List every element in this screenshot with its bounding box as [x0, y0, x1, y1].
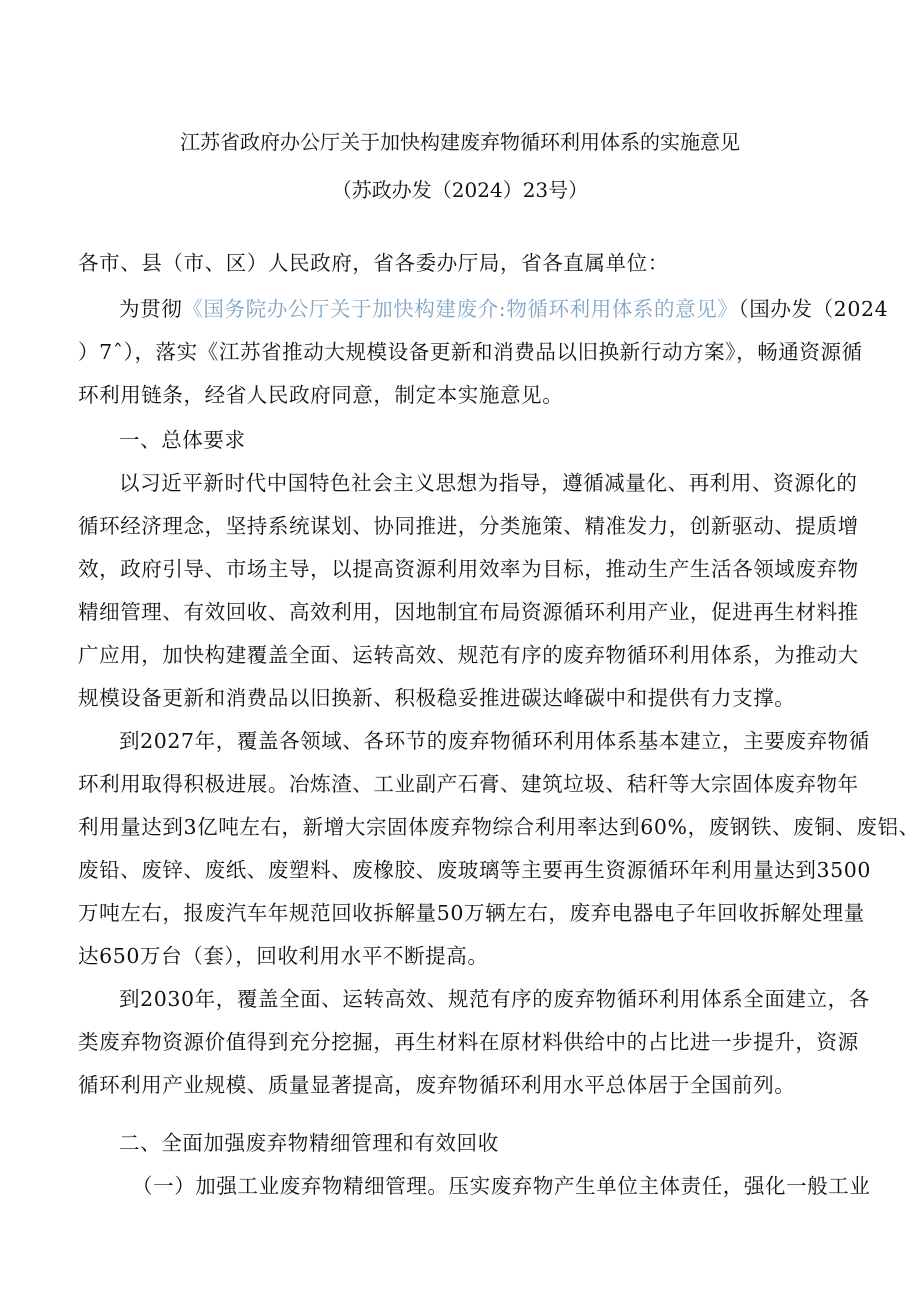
paragraph-1-line: 以习近平新时代中国特色社会主义思想为指导，遵循减量化、再利用、资源化的	[119, 471, 858, 495]
paragraph-1-line: 规模设备更新和消费品以旧换新、积极稳妥推进碳达峰碳中和提供有力支撑。	[78, 686, 796, 710]
section-heading-1: 一、总体要求	[119, 428, 246, 452]
paragraph-2-line: 利用量达到3亿吨左右，新增大宗固体废弃物综合利用率达到60%，废钢铁、废铜、废铝、	[78, 815, 920, 839]
intro-line-2: ）7ˆ），落实《江苏省推动大规模设备更新和消费品以旧换新行动方案》，畅通资源循	[78, 340, 863, 364]
paragraph-1-line: 精细管理、有效回收、高效利用，因地制宜布局资源循环利用产业，促进再生材料推	[78, 600, 859, 624]
subsection-1-line: （一）加强工业废弃物精细管理。压实废弃物产生单位主体责任，强化一般工业	[132, 1174, 871, 1198]
paragraph-1-line: 效，政府引导、市场主导，以提高资源利用效率为目标，推动生产生活各领域废弃物	[78, 557, 859, 581]
intro-line-1	[119, 292, 888, 322]
paragraph-1-line: 广应用，加快构建覆盖全面、运转高效、规范有序的废弃物循环利用体系，为推动大	[78, 643, 859, 667]
paragraph-2-line: 到2027年，覆盖各领域、各环节的废弃物循环利用体系基本建立，主要废弃物循	[119, 729, 870, 753]
document-title: 江苏省政府办公厅关于加快构建废弃物循环利用体系的实施意见	[180, 130, 740, 154]
paragraph-2-line: 环利用取得积极进展。冶炼渣、工业副产石膏、建筑垃圾、秸秆等大宗固体废弃物年	[78, 772, 859, 796]
paragraph-3-line: 类废弃物资源价值得到充分挖掘，再生材料在原材料供给中的占比进一步提升，资源	[78, 1030, 859, 1054]
salutation: 各市、县（市、区）人民政府，省各委办厅局，省各直属单位：	[78, 251, 669, 275]
paragraph-2-line: 废铅、废锌、废纸、废塑料、废橡胶、废玻璃等主要再生资源循环年利用量达到3500	[78, 858, 872, 882]
paragraph-2-line: 达650万台（套），回收利用水平不断提高。	[78, 944, 489, 968]
paragraph-3-line: 循环利用产业规模、质量显著提高，废弃物循环利用水平总体居于全国前列。	[78, 1073, 796, 1097]
paragraph-2-line: 万吨左右，报废汽车年规范回收拆解量50万辆左右，废弃电器电子年回收拆解处理量	[78, 901, 865, 925]
paragraph-3-line: 到2030年，覆盖全面、运转高效、规范有序的废弃物循环利用体系全面建立，各	[119, 987, 870, 1011]
intro-prefix: 为贯彻	[119, 297, 183, 321]
intro-line-3: 环利用链条，经省人民政府同意，制定本实施意见。	[78, 383, 564, 407]
paragraph-1-line: 循环经济理念，坚持系统谋划、协同推进，分类施策、精准发力，创新驱动、提质增	[78, 514, 859, 538]
document-number: （苏政办发（2024）23号）	[331, 178, 589, 202]
intro-suffix: （国办发（2024	[738, 297, 889, 321]
referenced-document-link[interactable]: 《国务院办公厅关于加快构建废介:物循环利用体系的意见》	[182, 297, 739, 321]
section-heading-2: 二、全面加强废弃物精细管理和有效回收	[119, 1131, 499, 1155]
